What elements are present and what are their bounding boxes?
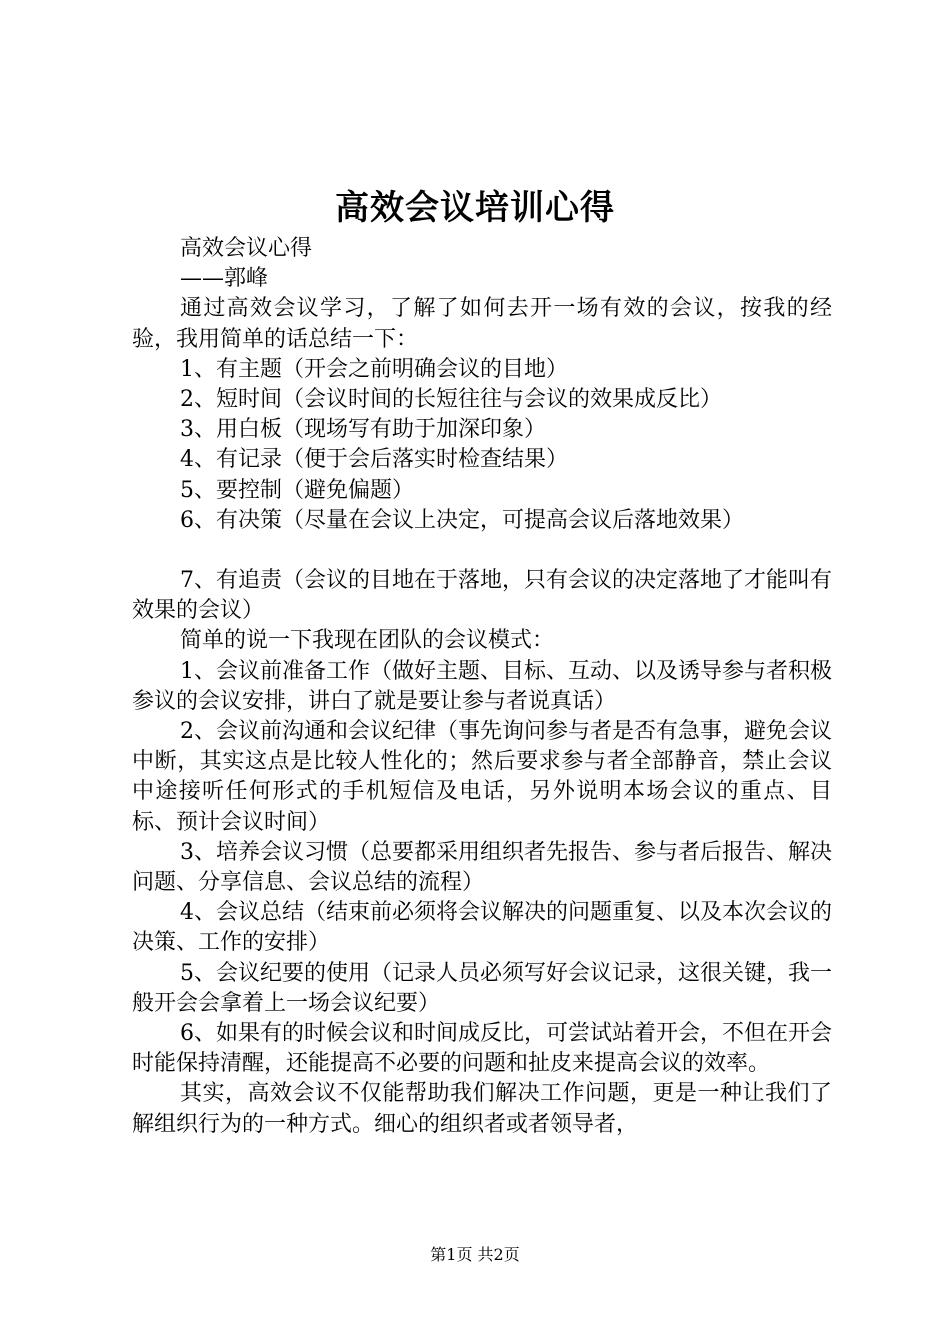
list-item: 2、会议前沟通和会议纪律（事先询问参与者是否有急事，避免会议中断，其实这点是比较人性化的；然后要求参与者全部静音，禁止会议中途接听任何形式的手机短信及电话，另外说明本场会议的重点、目标、预计会议时间） <box>132 719 832 835</box>
list-item: 4、有记录（便于会后落实时检查结果） <box>180 447 568 473</box>
page-footer: 第1页 共2页 <box>430 1245 520 1264</box>
list-item: 2、短时间（会议时间的长短往往与会议的效果成反比） <box>180 387 722 413</box>
list-item: 4、会议总结（结束前必须将会议解决的问题重复、以及本次会议的决策、工作的安排） <box>132 900 832 956</box>
paragraph: 其实，高效会议不仅能帮助我们解决工作问题，更是一种让我们了解组织行为的一种方式。细心的组织者或者领导者， <box>132 1081 832 1137</box>
subtitle: 高效会议心得 <box>180 236 313 261</box>
document-body <box>132 234 832 1140</box>
list-item: 1、会议前准备工作（做好主题、目标、互动、以及诱导参与者积极参议的会议安排，讲白了就是要让参与者说真话） <box>132 658 832 714</box>
list-item: 6、有决策（尽量在会议上决定，可提高会议后落地效果） <box>180 507 744 533</box>
document-title: 高效会议培训心得 <box>335 188 615 228</box>
list-item: 3、培养会议习惯（总要都采用组织者先报告、参与者后报告、解决问题、分享信息、会议总结的流程） <box>132 839 832 896</box>
list-item: 1、有主题（开会之前明确会议的目地） <box>180 356 568 382</box>
author-line: ——郭峰 <box>180 266 269 292</box>
list-item: 5、会议纪要的使用（记录人员必须写好会议记录，这很关键，我一般开会会拿着上一场会议纪要） <box>132 960 832 1016</box>
list-item: 6、如果有的时候会议和时间成反比，可尝试站着开会，不但在开会时能保持清醒，还能提高不必要的问题和扯皮来提高会议的效率。 <box>132 1021 832 1077</box>
list-item: 7、有追责（会议的目地在于落地，只有会议的决定落地了才能叫有效果的会议） <box>132 568 832 624</box>
list-item: 5、要控制（避免偏题） <box>180 477 414 503</box>
paragraph: 简单的说一下我现在团队的会议模式： <box>180 628 555 654</box>
paragraph: 通过高效会议学习，了解了如何去开一场有效的会议，按我的经验，我用简单的话总结一下： <box>132 296 832 352</box>
list-item: 3、用白板（现场写有助于加深印象） <box>180 417 546 443</box>
